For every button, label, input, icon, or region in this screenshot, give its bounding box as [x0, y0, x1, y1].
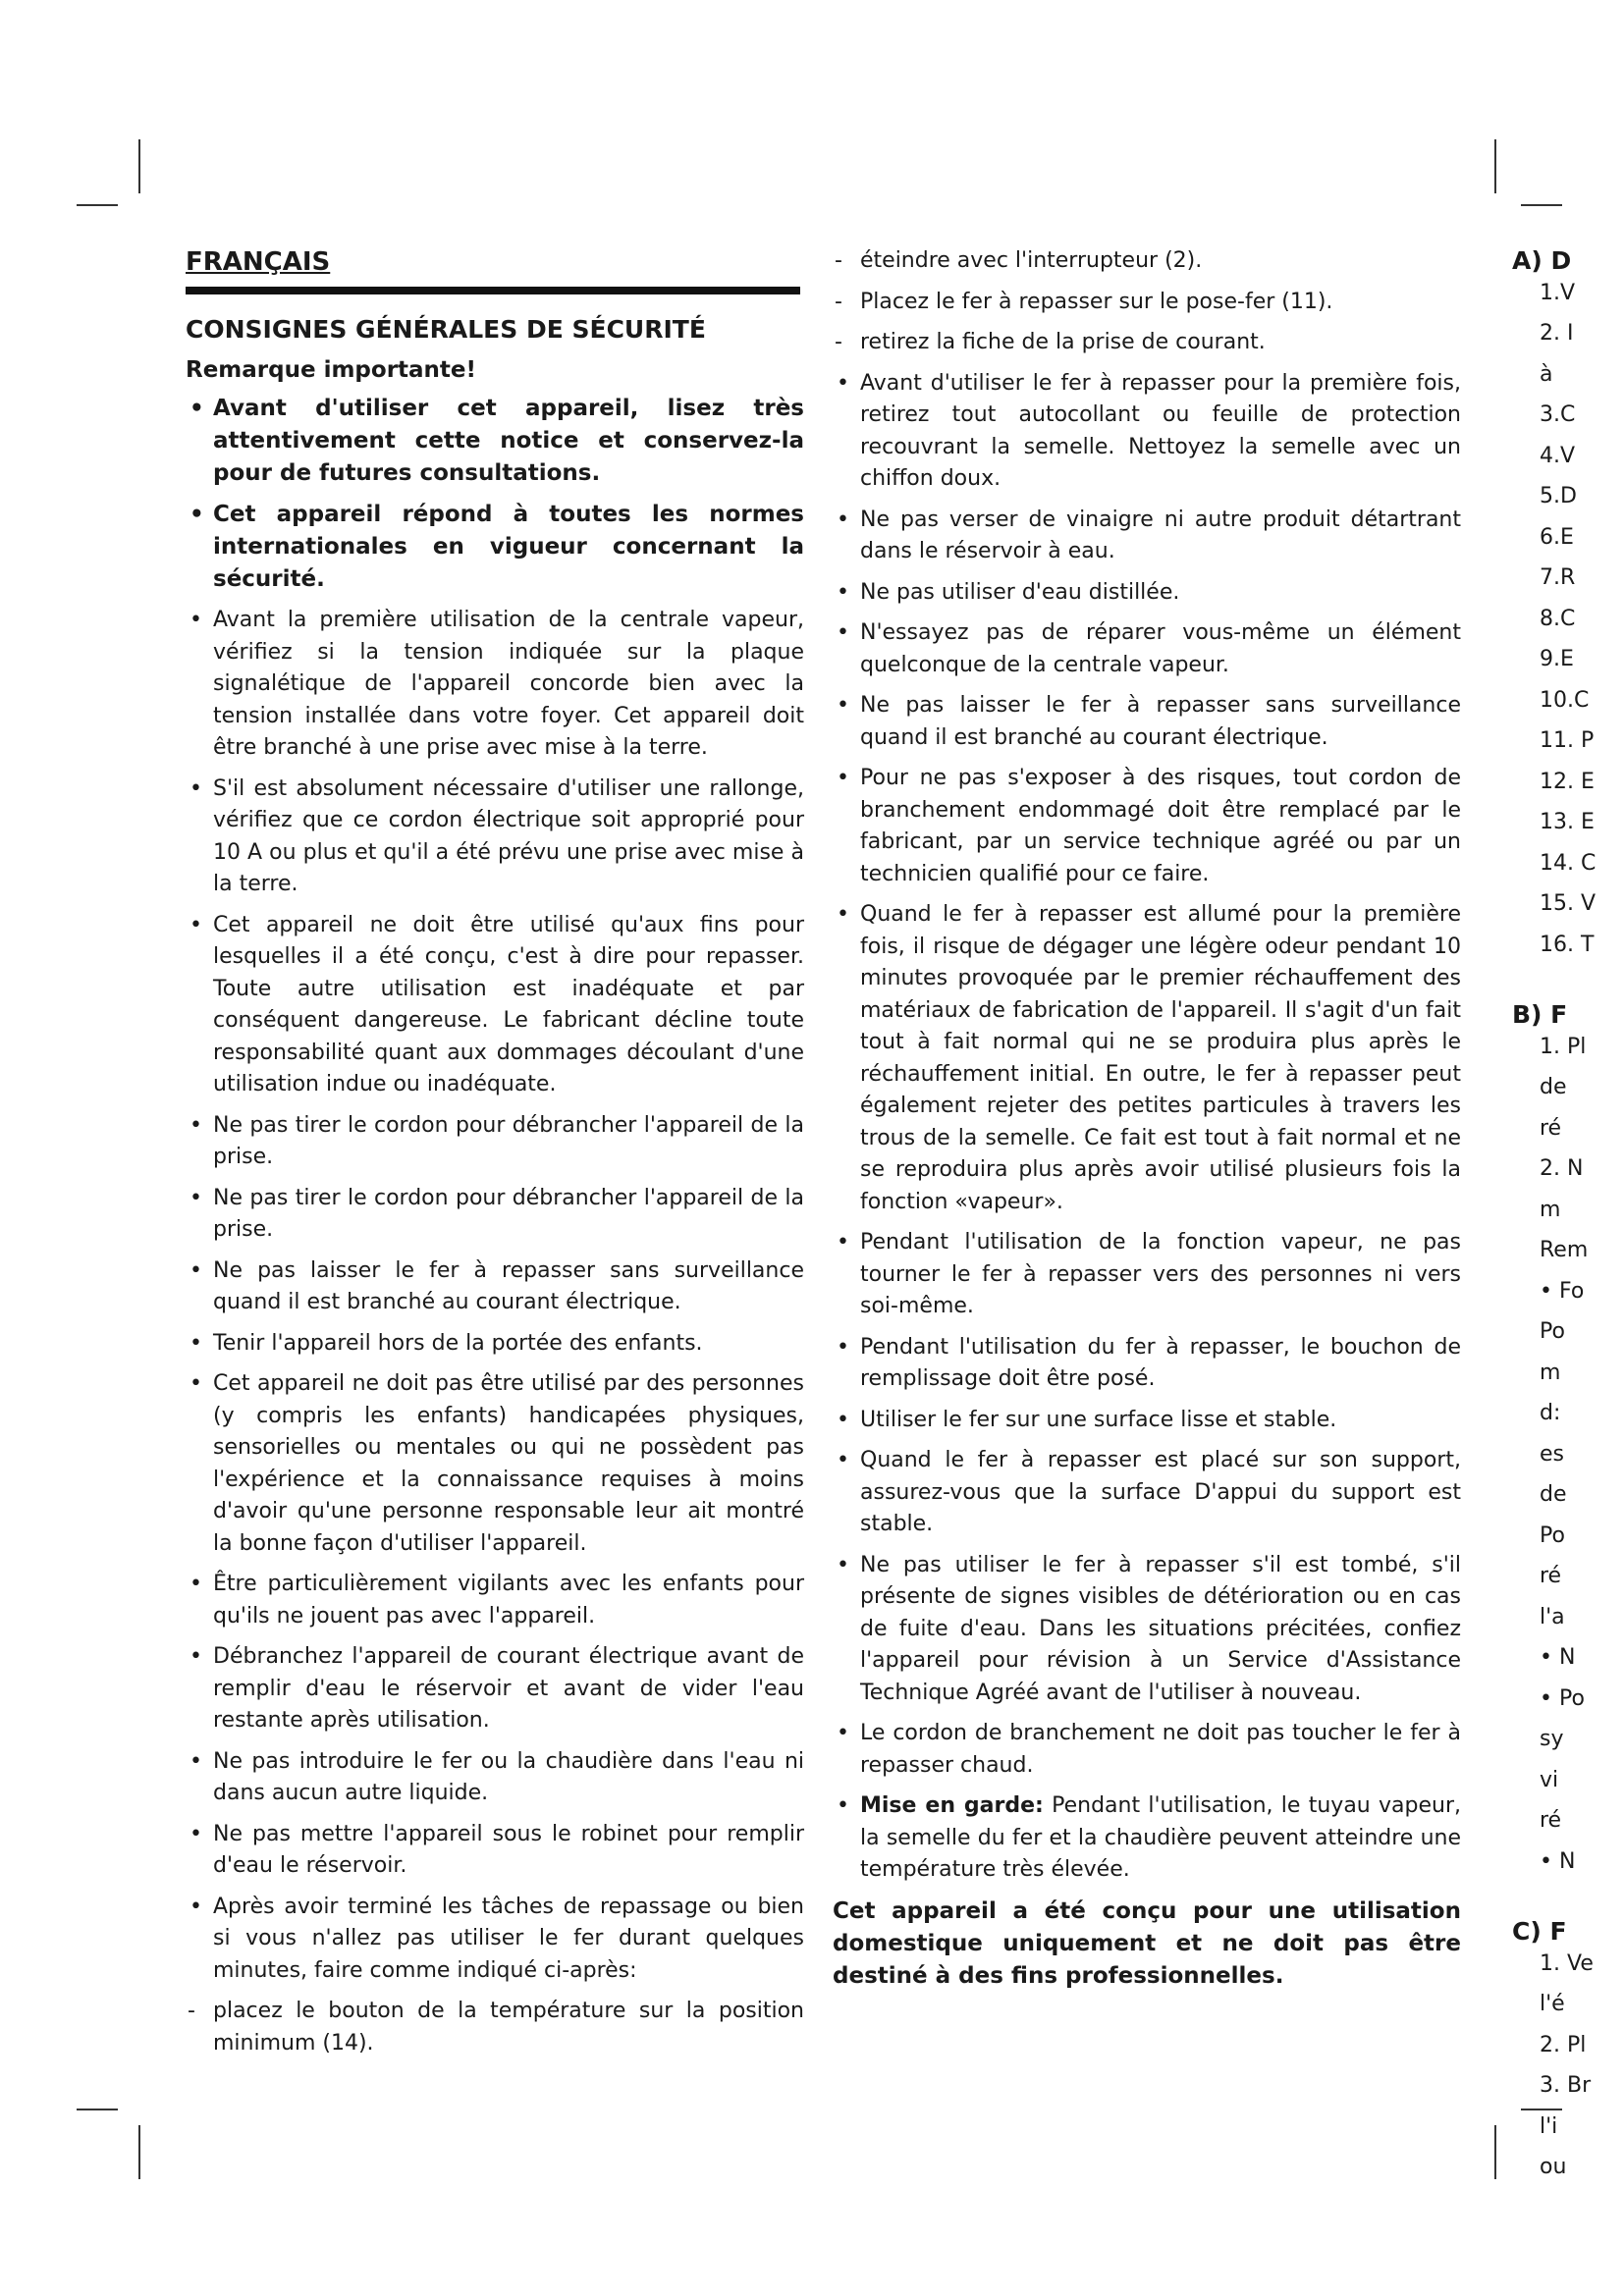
- list-item: • Ne pas tirer le cordon pour débrancher l'appareil de la prise.: [186, 1183, 804, 1247]
- list-item: • N'essayez pas de réparer vous-même un élément quelconque de la centrale vapeur.: [833, 617, 1461, 681]
- section-a-parts-list: [1512, 278, 1624, 962]
- cropped-line: 4.V: [1540, 443, 1576, 468]
- list-item: • Après avoir terminé les tâches de repassage ou bien si vous n'allez pas utiliser le fer durant quelques minutes, faire comme indiqué ci-après:: [186, 1892, 804, 1988]
- warning-text: Pendant l'utilisation, le tuyau vapeur, la semelle du fer et la chaudière peuvent atteindre une température très élevée.: [860, 1793, 1462, 1882]
- list-item: • Tenir l'appareil hors de la portée des enfants.: [186, 1328, 804, 1361]
- list-item: • Ne pas laisser le fer à repasser sans surveillance quand il est branché au courant électrique.: [833, 690, 1461, 754]
- cropped-line: vi: [1540, 1767, 1559, 1792]
- section-a-heading: A) D: [1512, 246, 1572, 275]
- cropped-line: Rem: [1540, 1238, 1589, 1262]
- crop-mark-top-right-vertical: [1494, 139, 1496, 193]
- cropped-line: 3. Br: [1540, 2073, 1592, 2098]
- cropped-line: • Fo: [1540, 1278, 1585, 1304]
- cropped-line: à: [1540, 361, 1553, 387]
- cropped-line: sy: [1540, 1727, 1564, 1751]
- cropped-line: • Po: [1540, 1685, 1585, 1711]
- cropped-line: 6.E: [1540, 524, 1574, 550]
- list-item: • Pendant l'utilisation du fer à repasser, le bouchon de remplissage doit être posé.: [833, 1332, 1461, 1396]
- cropped-line: 8.C: [1540, 606, 1576, 631]
- column-left: [186, 245, 804, 2068]
- cropped-line: 1. Ve: [1540, 1950, 1594, 1976]
- important-note-label: Remarque importante!: [186, 357, 477, 383]
- list-item: • Quand le fer à repasser est allumé pour la première fois, il risque de dégager une légère odeur pendant 10 minutes provoquée par le premier réchauffement des matériaux de fabrication de l'appareil. Il s'agit d'un fait tout à fait normal qui ne se produira plus après le réchauffement initial. En outre, le fer à repasser peut également rejeter des petites particules à travers les trous de la semelle. Ce fait est tout à fait normal et ne se reproduira plus après avoir utilisé plusieurs fois la fonction «vapeur».: [833, 899, 1461, 1218]
- crop-mark-bottom-left-vertical: [138, 2125, 140, 2179]
- list-item: • Pendant l'utilisation de la fonction vapeur, ne pas tourner le fer à repasser vers des personnes ni vers soi-même.: [833, 1227, 1461, 1323]
- list-item: • Pour ne pas s'exposer à des risques, tout cordon de branchement endommagé doit être remplacé par le fabricant, par un service technique agréé ou par un technicien qualifié pour ce faire.: [833, 763, 1461, 890]
- section-c-lines: [1512, 1949, 1624, 2184]
- section-title: CONSIGNES GÉNÉRALES DE SÉCURITÉ: [186, 315, 706, 344]
- list-item: • Ne pas introduire le fer ou la chaudière dans l'eau ni dans aucun autre liquide.: [186, 1746, 804, 1810]
- list-item: • Ne pas laisser le fer à repasser sans surveillance quand il est branché au courant électrique.: [186, 1255, 804, 1319]
- language-heading: FRANÇAIS: [186, 247, 331, 277]
- cropped-line: de: [1540, 1482, 1567, 1507]
- cropped-line: m: [1540, 1197, 1561, 1222]
- section-b-lines: [1512, 1032, 1624, 1879]
- list-item: - retirez la fiche de la prise de courant.: [833, 327, 1461, 359]
- column-right-cropped: [1512, 245, 1624, 2193]
- crop-mark-bottom-left-horizontal: [77, 2109, 118, 2110]
- cropped-line: 1.V: [1540, 280, 1576, 305]
- list-item: • Avant d'utiliser le fer à repasser pour la première fois, retirez tout autocollant ou feuille de protection recouvrant la semelle. Nettoyez la semelle avec un chiffon doux.: [833, 368, 1461, 496]
- section-b-heading: B) F: [1512, 1000, 1568, 1029]
- list-item: • Ne pas tirer le cordon pour débrancher l'appareil de la prise.: [186, 1110, 804, 1174]
- list-item: - Placez le fer à repasser sur le pose-fer (11).: [833, 287, 1461, 319]
- cropped-line: ré: [1540, 1808, 1562, 1833]
- list-item: - placez le bouton de la température sur la position minimum (14).: [186, 1996, 804, 2059]
- cropped-line: • N: [1540, 1848, 1576, 1874]
- list-item: • Ne pas utiliser le fer à repasser s'il est tombé, s'il présente de signes visibles de détérioration ou en cas de fuite d'eau. Dans les situations précitées, confiez l'appareil pour révision à un Service d'Assistance Technique Agréé avant de l'utiliser à nouveau.: [833, 1550, 1461, 1710]
- cropped-line: 1. Pl: [1540, 1034, 1587, 1059]
- after-use-steps-right: [833, 245, 1461, 359]
- cropped-line: 2. N: [1540, 1156, 1584, 1181]
- column-middle: [833, 245, 1461, 1993]
- crop-mark-bottom-right-vertical: [1494, 2125, 1496, 2179]
- cropped-line: 3.C: [1540, 402, 1576, 427]
- after-use-steps-left: [186, 1996, 804, 2059]
- cropped-line: 9.E: [1540, 647, 1574, 671]
- cropped-line: 2. I: [1540, 321, 1574, 346]
- cropped-line: 10.C: [1540, 687, 1590, 713]
- list-item: • Être particulièrement vigilants avec les enfants pour qu'ils ne jouent pas avec l'appareil.: [186, 1569, 804, 1632]
- list-item: • Ne pas utiliser d'eau distillée.: [833, 577, 1461, 610]
- cropped-line: d:: [1540, 1401, 1561, 1425]
- cropped-line: ou: [1540, 2155, 1567, 2179]
- list-item: • Utiliser le fer sur une surface lisse et stable.: [833, 1405, 1461, 1437]
- crop-mark-top-left-vertical: [138, 139, 140, 193]
- domestic-use-note: Cet appareil a été conçu pour une utilisation domestique uniquement et ne doit pas être destiné à des fins professionnelles.: [833, 1897, 1461, 1989]
- list-item: • S'il est absolument nécessaire d'utiliser une rallonge, vérifiez que ce cordon électrique soit approprié pour 10 A ou plus et qu'il a été prévu une prise avec mise à la terre.: [186, 774, 804, 901]
- cropped-line: 14. C: [1540, 850, 1597, 876]
- list-item: - éteindre avec l'interrupteur (2).: [833, 245, 1461, 278]
- list-item: • Débranchez l'appareil de courant électrique avant de remplir d'eau le réservoir et avant de vider l'eau restante après utilisation.: [186, 1641, 804, 1737]
- list-item: • Quand le fer à repasser est placé sur son support, assurez-vous que la surface D'appui du support est stable.: [833, 1445, 1461, 1541]
- cropped-line: 13. E: [1540, 810, 1595, 834]
- list-item: • Cet appareil répond à toutes les normes internationales en vigueur concernant la sécurité.: [186, 499, 804, 596]
- crop-mark-top-right-horizontal: [1521, 204, 1562, 206]
- list-item: • Cet appareil ne doit être utilisé qu'aux fins pour lesquelles il a été conçu, c'est à dire pour repasser. Toute autre utilisation est inadéquate et par conséquent dangereuse. Le fabricant décline toute responsabilité quant aux dommages découlant d'une utilisation indue ou inadéquate.: [186, 910, 804, 1101]
- cropped-line: ré: [1540, 1115, 1562, 1141]
- cropped-line: 11. P: [1540, 728, 1595, 753]
- section-c-heading: C) F: [1512, 1917, 1567, 1946]
- cropped-line: l'a: [1540, 1604, 1565, 1629]
- cropped-line: 15. V: [1540, 891, 1597, 916]
- crop-mark-top-left-horizontal: [77, 204, 118, 206]
- bold-notice-list: [186, 393, 804, 596]
- cropped-line: m: [1540, 1360, 1561, 1385]
- cropped-line: 16. T: [1540, 932, 1595, 957]
- cropped-line: 7.R: [1540, 565, 1576, 590]
- cropped-line: • N: [1540, 1645, 1576, 1670]
- safety-list-left: [186, 605, 804, 1987]
- heading-rule: [186, 287, 800, 294]
- cropped-line: 5.D: [1540, 484, 1577, 508]
- list-item: • Ne pas verser de vinaigre ni autre produit détartrant dans le réservoir à eau.: [833, 505, 1461, 568]
- warning-label: Mise en garde:: [860, 1793, 1044, 1818]
- list-item: • Cet appareil ne doit pas être utilisé par des personnes (y compris les enfants) handicapées physiques, sensorielles ou mentales ou qui ne possèdent pas l'expérience et la connaissance requises à moins d'avoir qu'une personne responsable leur ait montré la bonne façon d'utiliser l'appareil.: [186, 1368, 804, 1560]
- list-item: • Ne pas mettre l'appareil sous le robinet pour remplir d'eau le réservoir.: [186, 1819, 804, 1883]
- cropped-line: l'i: [1540, 2113, 1558, 2139]
- cropped-line: 2. Pl: [1540, 2032, 1587, 2057]
- safety-list-right: [833, 368, 1461, 1887]
- cropped-line: de: [1540, 1075, 1567, 1099]
- list-item: • Le cordon de branchement ne doit pas toucher le fer à repasser chaud.: [833, 1718, 1461, 1782]
- cropped-line: 12. E: [1540, 769, 1595, 794]
- warning-item: [833, 1790, 1461, 1887]
- cropped-line: Po: [1540, 1522, 1565, 1548]
- cropped-line: es: [1540, 1441, 1564, 1467]
- list-item: • Avant d'utiliser cet appareil, lisez très attentivement cette notice et conservez-la pour de futures consultations.: [186, 393, 804, 490]
- cropped-line: ré: [1540, 1564, 1562, 1588]
- list-item: • Avant la première utilisation de la centrale vapeur, vérifiez si la tension indiquée sur la plaque signalétique de l'appareil concorde bien avec la tension installée dans votre foyer. Cet appareil doit être branché à une prise avec mise à la terre.: [186, 605, 804, 765]
- cropped-line: Po: [1540, 1319, 1565, 1344]
- cropped-line: l'é: [1540, 1992, 1565, 2016]
